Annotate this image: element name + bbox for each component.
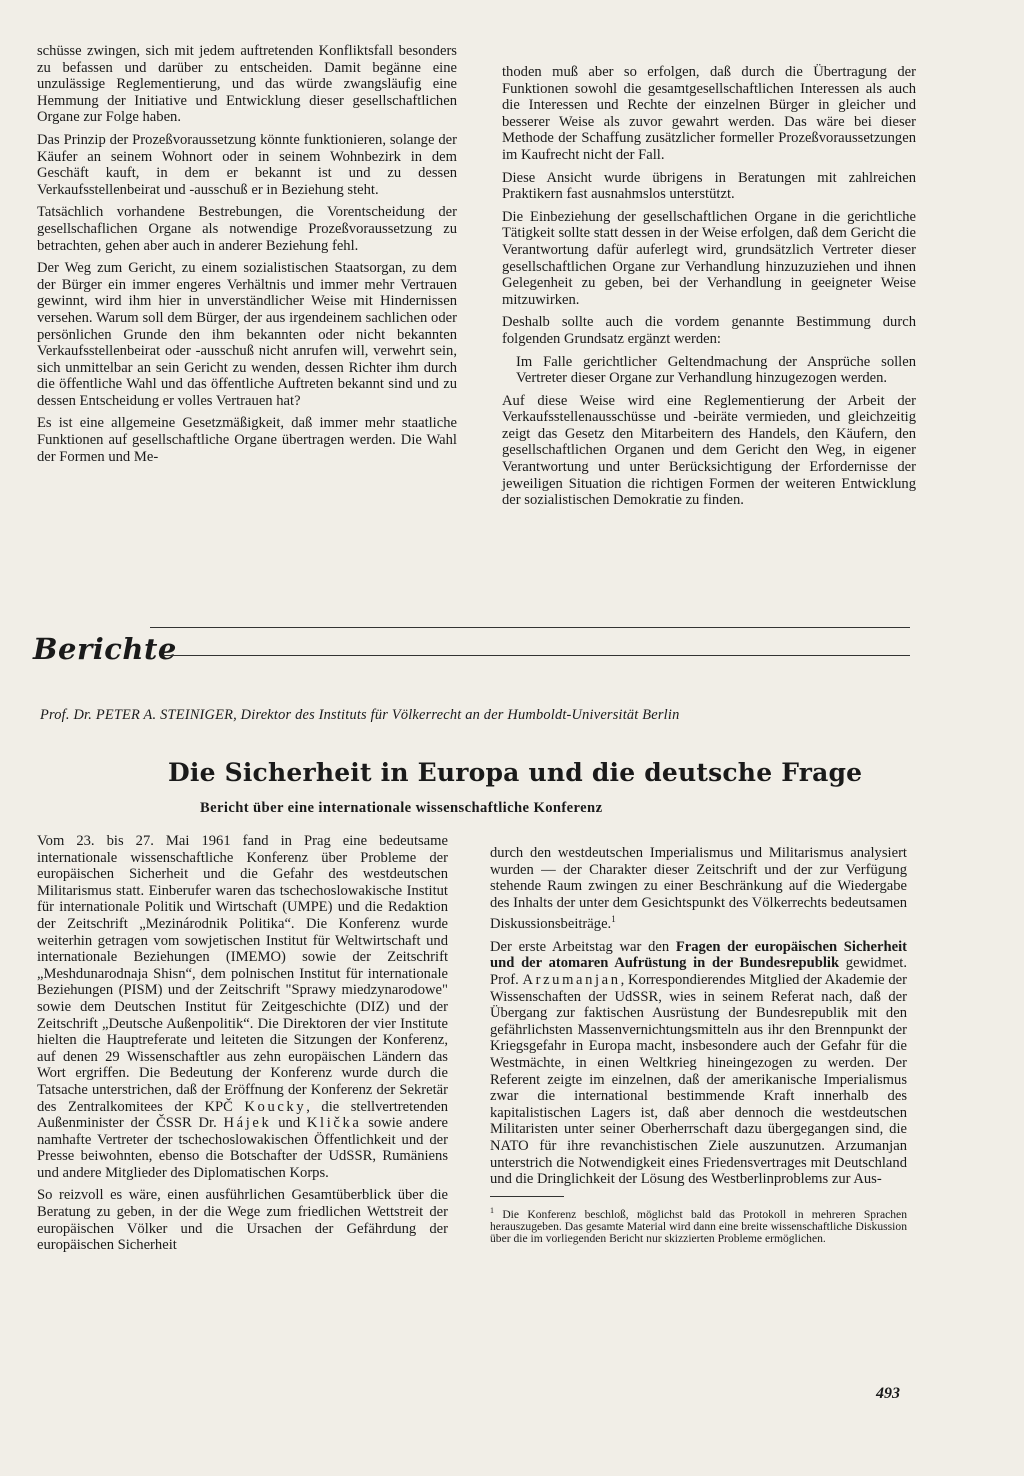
- paragraph: Die Einbeziehung der gesellschaftlichen Organe in die gerichtliche Tätigkeit sollte statt dessen in der Weise erfolgen, daß dem Gericht die Verantwortung dafür auferlegt wird, grundsätzlich Vertreter dieser gesellschaftlichen Organe zur Verhandlung hinzuzuziehen und ihnen Gelegenheit zu geben, bei der Verhandlung in geeigneter Weise mitzuwirken.: [502, 208, 916, 308]
- paragraph-text: und: [278, 1115, 301, 1132]
- footnote-rule: [490, 1196, 564, 1197]
- paragraph: thoden muß aber so erfolgen, daß durch die Übertragung der Funktionen sowohl die gesamtgesellschaftlichen Interessen als auch die Interessen und Rechte der einzelnen Bürger in gleicher und besserer Weise als zuvor gewahrt werden. Das wäre bei dieser Methode der Schaffung zusätzlicher formeller Prozeßvoraussetzungen im Kaufrecht nicht der Fall.: [502, 64, 916, 163]
- footnote-reference: 1: [611, 914, 616, 925]
- bottom-right-column: [490, 845, 907, 1251]
- author-line: Prof. Dr. PETER A. STEINIGER, Direktor des Instituts für Völkerrecht an der Humboldt-Universität Berlin: [40, 707, 680, 723]
- paragraph-text: Der erste Arbeitstag war den: [490, 938, 670, 955]
- paragraph: [490, 845, 907, 933]
- paragraph-text: durch den westdeutschen Imperialismus und Militarismus analysiert wurden — der Charakter dieser Zeitschrift und der zur Verfügung stehende Raum zwingen zu einer Beschränkung auf die Wiedergabe des Inhalts der unter dem Gesichtspunkt des Völkerrechts bedeutsamen Diskussionsbeiträge.: [490, 845, 907, 933]
- paragraph: Deshalb sollte auch die vordem genannte Bestimmung durch folgenden Grundsatz ergänzt werden:: [502, 314, 916, 347]
- paragraph-text: , Korrespondierendes Mitglied der Akademie der Wissenschaften der UdSSR, wies in seinem Referat nach, daß der Übergang zur faktischen Ausrüstung der Bundesrepublik mit den gefährlichsten Massenvernichtungsmitteln aus ihr den Brennpunkt der Kriegsgefahr in Europa macht, insbesondere auch der Gefahr für die Westmächte, in einen Weltkrieg hineingezogen zu werden. Der Referent zeigte im einzelnen, daß der amerikanische Imperialismus zwar die international bestimmende Kraft innerhalb des kapitalistischen Lagers ist, daß aber dennoch die westdeutschen Militaristen unter seiner Oberherrschaft dazu übergegangen sind, die NATO für ihre revanchistischen Ziele auszunutzen. Arzumanjan unterstrich die Notwendigkeit eines Friedensvertrages mit Deutschland und die Dringlichkeit der Lösung des Westberlinproblems zur Aus-: [490, 972, 907, 1188]
- page-number: 493: [876, 1385, 900, 1402]
- paragraph: Der Weg zum Gericht, zu einem sozialistischen Staatsorgan, zu dem der Bürger ein immer engeres Verhältnis und immer mehr Vertrauen gewinnt, wird ihm hier in unverständlicher Weise mit Hindernissen versehen. Warum soll dem Bürger, der aus irgendeinem sachlichen oder persönlichen Grunde den ihm bekannten oder nicht bekannten Verkaufsstellenbeirat oder -ausschuß nicht anrufen will, verwehrt sein, sich unmittelbar an sein Gericht zu wenden, dessen Richter ihm durch die öffentliche Wahl und das öffentliche Auftreten bekannt sind und zu dessen Entscheidung er volles Vertrauen hat?: [37, 260, 457, 409]
- top-right-column: [502, 64, 916, 515]
- paragraph-text: sowie andere namhafte Vertreter der tschechoslowakischen Öffentlichkeit und der Presse beiwohnten, ebenso die Botschafter der UdSSR, Rumäniens und andere Mitglieder des Diplomatischen Korps.: [37, 1115, 448, 1181]
- paragraph: Auf diese Weise wird eine Reglementierung der Arbeit der Verkaufsstellenausschüsse und -beiräte vermieden, und gleichzeitig zeigt das Gesetz den Mitarbeitern des Handels, den Käufern, den gesellschaftlichen Organen und dem Gericht den Weg, in eigener Verantwortung und unter Berücksichtigung der Erfordernisse der jeweiligen Situation die richtigen Formen der weiteren Entwicklung der sozialistischen Demokratie zu finden.: [502, 392, 916, 509]
- footnote-text: Die Konferenz beschloß, möglichst bald das Protokoll in mehreren Sprachen herauszugeben. Das gesamte Material wird dann eine breite wissenschaftliche Diskussion über die im vorliegenden Bericht nur skizzierten Probleme ermöglichen.: [490, 1207, 908, 1245]
- paragraph: Diese Ansicht wurde übrigens in Beratungen mit zahlreichen Praktikern fast ausnahmslos unterstützt.: [502, 169, 916, 203]
- spaced-name: Koucky: [244, 1098, 307, 1115]
- paragraph-text: , die stellvertretenden Außenminister der ČSSR Dr.: [37, 1098, 448, 1132]
- article-title: Die Sicherheit in Europa und die deutsche Frage: [168, 758, 863, 787]
- paragraph: Das Prinzip der Prozeßvoraussetzung könnte funktionieren, solange der Käufer an seinem Wohnort oder in seinem Wohnbezirk in dem Geschäft kauft, in dem er bekannt ist und zu dessen Verkaufsstellenbeirat und -ausschuß er in Beziehung steht.: [37, 131, 457, 198]
- spaced-name: Arzumanjan: [522, 972, 621, 989]
- bold-phrase: Fragen der europäischen Sicherheit und der atomaren Aufrüstung in der Bundesrepublik: [490, 938, 908, 972]
- paragraph: [37, 833, 448, 1181]
- section-heading: Berichte: [33, 632, 177, 666]
- section-divider: [150, 627, 910, 628]
- paragraph: Tatsächlich vorhandene Bestrebungen, die Vorentscheidung der gesellschaflichen Organe als notwendige Prozeßvoraussetzung zu betrachten, gehen aber auch in anderer Beziehung fehl.: [37, 204, 457, 254]
- bottom-left-column: [37, 833, 448, 1260]
- paragraph: So reizvoll es wäre, einen ausführlichen Gesamtüberblick über die Beratung zu geben, in der die Wege zum friedlichen Wettstreit der europäischen Völker und die Ursachen der Gefährdung der europäischen Sicherheit: [37, 1187, 448, 1254]
- heading-rule: [163, 655, 910, 656]
- top-left-column: [37, 43, 457, 471]
- footnote-mark: 1: [490, 1205, 494, 1215]
- paragraph-text: gewidmet. Prof.: [490, 955, 907, 989]
- footnote: [490, 1205, 907, 1245]
- paragraph-text: Vom 23. bis 27. Mai 1961 fand in Prag eine bedeutsame internationale wissenschaftliche Konferenz über Probleme der europäischen Sicherheit und die Gefahr des westdeutschen Militarismus statt. Einberufer waren das tschechoslowakische Institut für internationale Politik und Wirtschaft (UMPE) und die Redaktion der Zeitschrift „Mezinárodnik Politika“. Die Konferenz wurde weiterhin getragen vom sowjetischen Institut für Weltwirtschaft und internationale Beziehungen (IMEMO) sowie der Zeitschrift „Meshdunarodnaja Shisn“, dem polnischen Institut für internationale Beziehungen (PISM) und der Zeitschrift "Sprawy miedzynarodowe" sowie dem Deutschen Institut für Zeitgeschichte (DIZ) und der Zeitschrift „Deutsche Außenpolitik“. Die Direktoren der vier Institute hielten die Hauptreferate und leiteten die Sitzungen der Konferenz, auf denen 29 Wissenschaftler aus zehn europäischen Ländern das Wort ergriffen. Die Bedeutung der Konferenz wurde durch die Tatsache unterstrichen, daß der Eröffnung der Konferenz der Sekretär des Zentralkomitees der KPČ: [37, 833, 448, 1115]
- paragraph: schüsse zwingen, sich mit jedem auftretenden Konfliktsfall besonders zu befassen und darüber zu entscheiden. Damit begänne eine unzulässige Reglementierung, und das würde zwangsläufig eine Hemmung der Initiative und Entwicklung dieser gesellschaftlichen Organe zur Folge haben.: [37, 43, 457, 126]
- paragraph: Es ist eine allgemeine Gesetzmäßigkeit, daß immer mehr staatliche Funktionen auf gesellschaftliche Organe übertragen werden. Die Wahl der Formen und Me-: [37, 415, 457, 465]
- article-subtitle: Bericht über eine internationale wissenschaftliche Konferenz: [200, 800, 603, 816]
- spaced-name: Hájek: [223, 1115, 272, 1132]
- paragraph: [490, 939, 907, 1188]
- spaced-name: Klička: [306, 1115, 362, 1132]
- quoted-provision: Im Falle gerichtlicher Geltendmachung der Ansprüche sollen Vertreter dieser Organe zur Verhandlung hinzugezogen werden.: [516, 353, 916, 387]
